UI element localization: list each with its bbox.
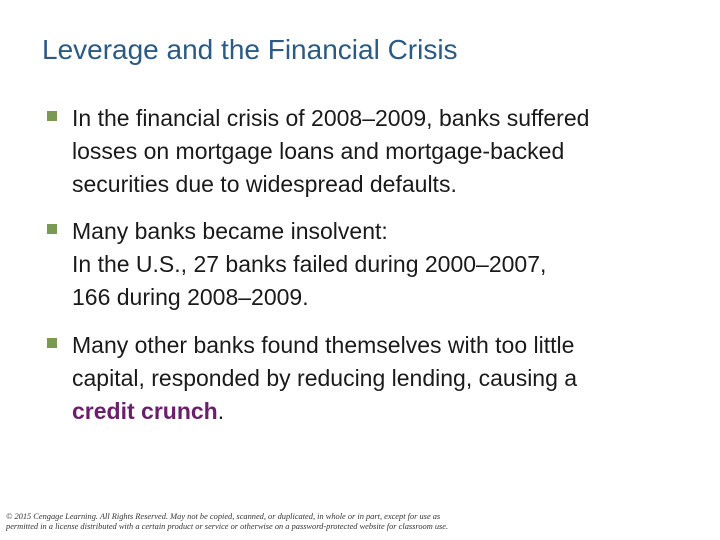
copyright-line: permitted in a license distributed with a certain product or service or otherwise on a password-protected website for classroom use.	[6, 522, 449, 531]
bullet-item	[47, 215, 687, 314]
bullet-text	[72, 329, 687, 428]
bullet-line: Many banks became insolvent:	[72, 218, 388, 244]
bullet-line-last	[72, 395, 687, 428]
key-term: credit crunch	[72, 398, 218, 424]
bullet-line: securities due to widespread defaults.	[72, 171, 457, 197]
bullet-item	[47, 102, 687, 201]
bullet-line: 166 during 2008–2009.	[72, 284, 309, 310]
bullet-text	[72, 215, 687, 314]
bullet-line: In the financial crisis of 2008–2009, banks suffered	[72, 105, 590, 131]
square-bullet-icon	[47, 338, 57, 348]
bullet-line: losses on mortgage loans and mortgage-backed	[72, 138, 565, 164]
bullet-item	[47, 329, 687, 428]
end-punctuation: .	[217, 398, 225, 424]
copyright-footer	[6, 512, 706, 532]
bullet-text	[72, 102, 687, 201]
copyright-line: © 2015 Cengage Learning. All Rights Reserved. May not be copied, scanned, or duplicated, in whole or in part, except for use as	[6, 512, 441, 521]
bullet-line: Many other banks found themselves with too little	[72, 332, 575, 358]
bullet-line: In the U.S., 27 banks failed during 2000–2007,	[72, 251, 547, 277]
slide-title: Leverage and the Financial Crisis	[42, 34, 458, 65]
bullet-line: capital, responded by reducing lending, causing a	[72, 365, 578, 391]
square-bullet-icon	[47, 111, 57, 121]
square-bullet-icon	[47, 224, 57, 234]
